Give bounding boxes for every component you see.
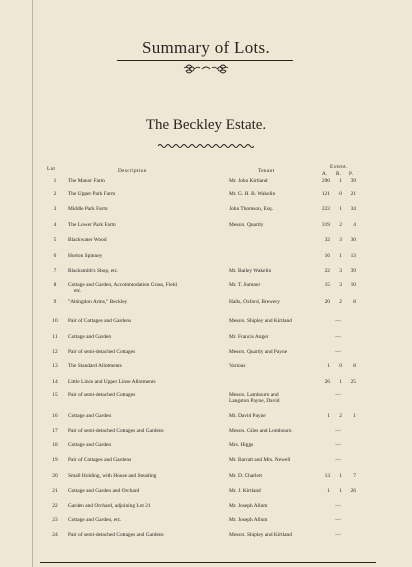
lot-description: Cottage and Garden, etc. bbox=[68, 517, 122, 523]
extent-p: 1 bbox=[353, 413, 356, 419]
header-r: R. bbox=[336, 171, 342, 177]
extent-a: 223 bbox=[321, 206, 330, 212]
lot-tenant: Various bbox=[229, 363, 246, 369]
extent-dash: — bbox=[335, 349, 341, 355]
table-row bbox=[0, 282, 412, 294]
lot-number: 21 bbox=[52, 488, 58, 494]
lot-tenant: Mr. Joseph Allum bbox=[229, 517, 268, 523]
lot-description: The Manor Farm bbox=[68, 178, 105, 184]
extent-p: 4 bbox=[353, 222, 356, 228]
extent-r: 1 bbox=[339, 206, 342, 212]
lot-description: Pair of semi-detached Cottages and Gardens bbox=[68, 428, 164, 434]
flourish-ornament-icon bbox=[180, 62, 232, 76]
table-row bbox=[0, 413, 412, 422]
table-row bbox=[0, 363, 412, 372]
extent-dash: — bbox=[335, 442, 341, 448]
table-row bbox=[0, 392, 412, 404]
lot-number: 13 bbox=[52, 363, 58, 369]
table-row bbox=[0, 253, 412, 262]
lot-number: 24 bbox=[52, 532, 58, 538]
table-row bbox=[0, 178, 412, 187]
table-row bbox=[0, 299, 412, 308]
extent-a: 1 bbox=[327, 488, 330, 494]
lot-tenant: Mr. G. H. B. Wakelin bbox=[229, 191, 276, 197]
extent-dash: — bbox=[335, 503, 341, 509]
table-row bbox=[0, 457, 412, 466]
lot-tenant: Mr. D. Charlett bbox=[229, 473, 262, 479]
lot-number: 14 bbox=[52, 379, 58, 385]
table-row bbox=[0, 318, 412, 327]
lot-number: 11 bbox=[52, 334, 58, 340]
lot-number: 19 bbox=[52, 457, 58, 463]
title-underline bbox=[117, 60, 293, 61]
lot-description: Little Lince and Upper Linse Allotments bbox=[68, 379, 156, 385]
extent-r: 1 bbox=[339, 379, 342, 385]
extent-a: 13 bbox=[324, 473, 330, 479]
extent-p: 39 bbox=[350, 268, 356, 274]
table-row bbox=[0, 503, 412, 512]
lot-number: 6 bbox=[53, 253, 57, 259]
extent-p: 13 bbox=[350, 253, 356, 259]
extent-r: 2 bbox=[339, 413, 342, 419]
lot-description: Small Holding, with House and Steading bbox=[68, 473, 157, 479]
lot-tenant: Mr. David Payne bbox=[229, 413, 266, 419]
table-row bbox=[0, 222, 412, 231]
header-extent: Extent. bbox=[330, 164, 348, 170]
table-row bbox=[0, 349, 412, 358]
extent-p: 30 bbox=[350, 237, 356, 243]
lot-tenant: Mr. T. Sumner bbox=[229, 282, 261, 288]
table-row bbox=[0, 428, 412, 437]
extent-dash: — bbox=[335, 428, 341, 434]
extent-p: 10 bbox=[350, 282, 356, 288]
header-p: P. bbox=[349, 171, 354, 177]
lot-description: Pair of semi-detached Cottages bbox=[68, 392, 136, 398]
header-lot: Lot bbox=[47, 166, 56, 172]
lot-description: The Lower Park Farm bbox=[68, 222, 116, 228]
lot-tenant-continued: Langston Payne, David bbox=[229, 398, 280, 404]
lot-number: 9 bbox=[53, 299, 57, 305]
extent-a: 22 bbox=[324, 268, 330, 274]
header-description: Description bbox=[118, 168, 147, 174]
extent-r: 1 bbox=[339, 488, 342, 494]
lot-description: Blackwater Wood bbox=[68, 237, 107, 243]
lot-description: Horton Spinney bbox=[68, 253, 103, 259]
lot-tenant: Mrs. Higgs bbox=[229, 442, 254, 448]
lot-tenant: Messrs. Quartly and Payne bbox=[229, 349, 288, 355]
lot-number: 10 bbox=[52, 318, 58, 324]
table-row bbox=[0, 191, 412, 200]
lot-tenant: Mr. Bailey Wakelin bbox=[229, 268, 272, 274]
lot-number: 8 bbox=[53, 282, 57, 288]
extent-dash: — bbox=[335, 517, 341, 523]
lot-description-continued: etc. bbox=[74, 288, 82, 294]
extent-a: 1 bbox=[327, 413, 330, 419]
extent-p: 8 bbox=[353, 363, 356, 369]
lot-tenant: Mr. Barratt and Mrs. Newell bbox=[229, 457, 291, 463]
lot-tenant: Mr. John Kirtland bbox=[229, 178, 268, 184]
page-title: Summary of Lots. bbox=[141, 38, 271, 57]
lot-description: Pair of Cottages and Gardens bbox=[68, 457, 132, 463]
lot-number: 3 bbox=[53, 206, 57, 212]
lot-description: Pair of semi-detached Cottages bbox=[68, 349, 136, 355]
lot-tenant: Mr. Joseph Allum bbox=[229, 503, 268, 509]
lot-number: 22 bbox=[52, 503, 58, 509]
extent-p: 7 bbox=[353, 473, 356, 479]
bottom-rule bbox=[40, 562, 376, 563]
lot-tenant: Messrs. Shipley and Kirtland bbox=[229, 318, 292, 324]
lot-number: 5 bbox=[53, 237, 57, 243]
lot-description: Pair of semi-detached Cottages and Gardens bbox=[68, 532, 164, 538]
wavy-divider bbox=[158, 143, 254, 149]
extent-p: 8 bbox=[353, 299, 356, 305]
extent-a: 121 bbox=[321, 191, 330, 197]
lot-description: Garden and Orchard, adjoining Lot 21 bbox=[68, 503, 151, 509]
table-row bbox=[0, 268, 412, 277]
table-row bbox=[0, 334, 412, 343]
lot-tenant: John Thomson, Esq. bbox=[229, 206, 273, 212]
extent-r: 0 bbox=[339, 191, 342, 197]
estate-heading: The Beckley Estate. bbox=[145, 117, 267, 133]
lot-tenant: Messrs. Quartly bbox=[229, 222, 264, 228]
lot-description: Blacksmith's Shop, etc. bbox=[68, 268, 119, 274]
lot-tenant: Mr. Francis Anger bbox=[229, 334, 269, 340]
extent-a: 15 bbox=[324, 282, 330, 288]
extent-r: 2 bbox=[339, 222, 342, 228]
table-row bbox=[0, 488, 412, 497]
lot-description: Cottage and Garden and Orchard bbox=[68, 488, 140, 494]
table-row bbox=[0, 379, 412, 388]
extent-a: 16 bbox=[324, 253, 330, 259]
lot-number: 23 bbox=[52, 517, 58, 523]
lot-tenant: Mr. J. Kirtland bbox=[229, 488, 261, 494]
lot-tenant: Halls, Oxford, Brewery bbox=[229, 299, 280, 305]
extent-r: 1 bbox=[339, 253, 342, 259]
extent-p: 34 bbox=[350, 206, 356, 212]
extent-dash: — bbox=[335, 457, 341, 463]
table-row bbox=[0, 442, 412, 451]
lot-tenant: Messrs. Shipley and Kirtland bbox=[229, 532, 292, 538]
lot-number: 2 bbox=[53, 191, 57, 197]
extent-a: 20 bbox=[324, 299, 330, 305]
extent-a: 32 bbox=[324, 237, 330, 243]
extent-dash: — bbox=[335, 532, 341, 538]
extent-p: 25 bbox=[350, 379, 356, 385]
extent-p: 21 bbox=[350, 191, 356, 197]
lot-number: 4 bbox=[53, 222, 57, 228]
table-row bbox=[0, 532, 412, 541]
lot-number: 7 bbox=[53, 268, 57, 274]
lot-number: 12 bbox=[52, 349, 58, 355]
header-tenant: Tenant bbox=[258, 168, 275, 174]
extent-p: 39 bbox=[350, 178, 356, 184]
extent-a: 26 bbox=[324, 379, 330, 385]
lot-description: Cottage and Garden, Accommodation Grass, Field bbox=[68, 282, 177, 288]
lot-tenant: Messrs. Giles and Lombourn bbox=[229, 428, 292, 434]
lot-number: 17 bbox=[52, 428, 58, 434]
header-a: A. bbox=[322, 171, 328, 177]
table-row bbox=[0, 473, 412, 482]
extent-p: 26 bbox=[350, 488, 356, 494]
lot-number: 20 bbox=[52, 473, 58, 479]
extent-r: 1 bbox=[339, 473, 342, 479]
lot-tenant: Messrs. Lambourn and bbox=[229, 392, 279, 398]
extent-r: 3 bbox=[339, 237, 342, 243]
lot-number: 16 bbox=[52, 413, 58, 419]
lot-number: 18 bbox=[52, 442, 58, 448]
extent-r: 3 bbox=[339, 282, 342, 288]
extent-dash: — bbox=[335, 334, 341, 340]
table-row bbox=[0, 517, 412, 526]
lot-description: Cottage and Garden bbox=[68, 334, 112, 340]
table-row bbox=[0, 206, 412, 215]
lot-description: Cottage and Garden bbox=[68, 413, 112, 419]
extent-r: 1 bbox=[339, 178, 342, 184]
extent-r: 3 bbox=[339, 268, 342, 274]
extent-r: 2 bbox=[339, 299, 342, 305]
lot-number: 1 bbox=[53, 178, 57, 184]
extent-dash: — bbox=[335, 318, 341, 324]
lot-description: Cottage and Garden bbox=[68, 442, 112, 448]
lot-description: The Standard Allotments bbox=[68, 363, 122, 369]
extent-a: 1 bbox=[327, 363, 330, 369]
lot-description: Middle Park Farm bbox=[68, 206, 108, 212]
table-row bbox=[0, 237, 412, 246]
extent-a: 319 bbox=[321, 222, 330, 228]
lot-description: The Upper Park Farm bbox=[68, 191, 116, 197]
lot-description: "Abingdon Arms," Beckley bbox=[68, 299, 128, 305]
extent-a: 290 bbox=[321, 178, 330, 184]
extent-dash: — bbox=[335, 392, 341, 398]
lot-description: Pair of Cottages and Gardens bbox=[68, 318, 132, 324]
extent-r: 0 bbox=[339, 363, 342, 369]
lot-number: 15 bbox=[52, 392, 58, 398]
